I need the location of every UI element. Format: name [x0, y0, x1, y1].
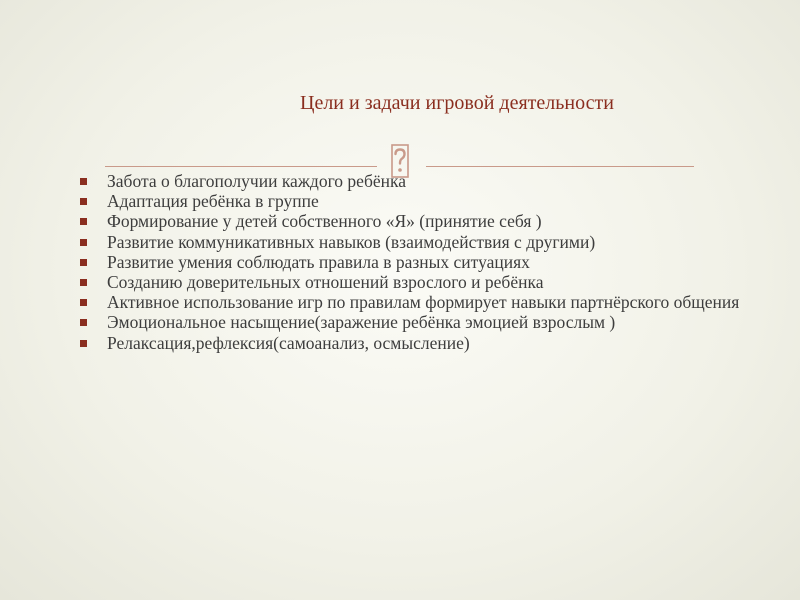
bullet-list — [78, 171, 768, 353]
bullet-text: Развитие коммуникативных навыков (взаимодействия с другими) — [107, 231, 596, 252]
bullet-item — [78, 191, 768, 211]
bullet-text: Адаптация ребёнка в группе — [107, 191, 319, 212]
bullet-text: Забота о благополучии каждого ребёнка — [107, 171, 406, 191]
square-bullet-icon — [80, 319, 87, 326]
square-bullet-icon — [80, 178, 87, 185]
bullet-item — [78, 272, 768, 292]
title-divider-left — [105, 166, 377, 167]
square-bullet-icon — [80, 299, 87, 306]
title-divider-right — [426, 166, 694, 167]
square-bullet-icon — [80, 198, 87, 205]
bullet-item — [78, 333, 768, 353]
square-bullet-icon — [80, 259, 87, 266]
square-bullet-icon — [80, 279, 87, 286]
bullet-item — [78, 171, 768, 191]
bullet-item — [78, 312, 768, 332]
slide-title: Цели и задачи игровой деятельности — [300, 92, 614, 114]
bullet-item — [78, 232, 768, 252]
square-bullet-icon — [80, 340, 87, 347]
square-bullet-icon — [80, 239, 87, 246]
bullet-item — [78, 252, 768, 272]
bullet-item — [78, 292, 768, 312]
bullet-text: Эмоциональное насыщение(заражение ребёнка эмоцией взрослым ) — [107, 312, 616, 333]
bullet-text: Релаксация,рефлексия(самоанализ, осмысление) — [107, 332, 470, 353]
square-bullet-icon — [80, 218, 87, 225]
bullet-item — [78, 211, 768, 231]
bullet-text: Активное использование игр по правилам формирует навыки партнёрского общения — [107, 292, 740, 313]
bullet-text: Созданию доверительных отношений взрослого и ребёнка — [107, 272, 544, 293]
bullet-text: Развитие умения соблюдать правила в разных ситуациях — [107, 251, 530, 272]
bullet-text: Формирование у детей собственного «Я» (принятие себя ) — [107, 211, 542, 232]
